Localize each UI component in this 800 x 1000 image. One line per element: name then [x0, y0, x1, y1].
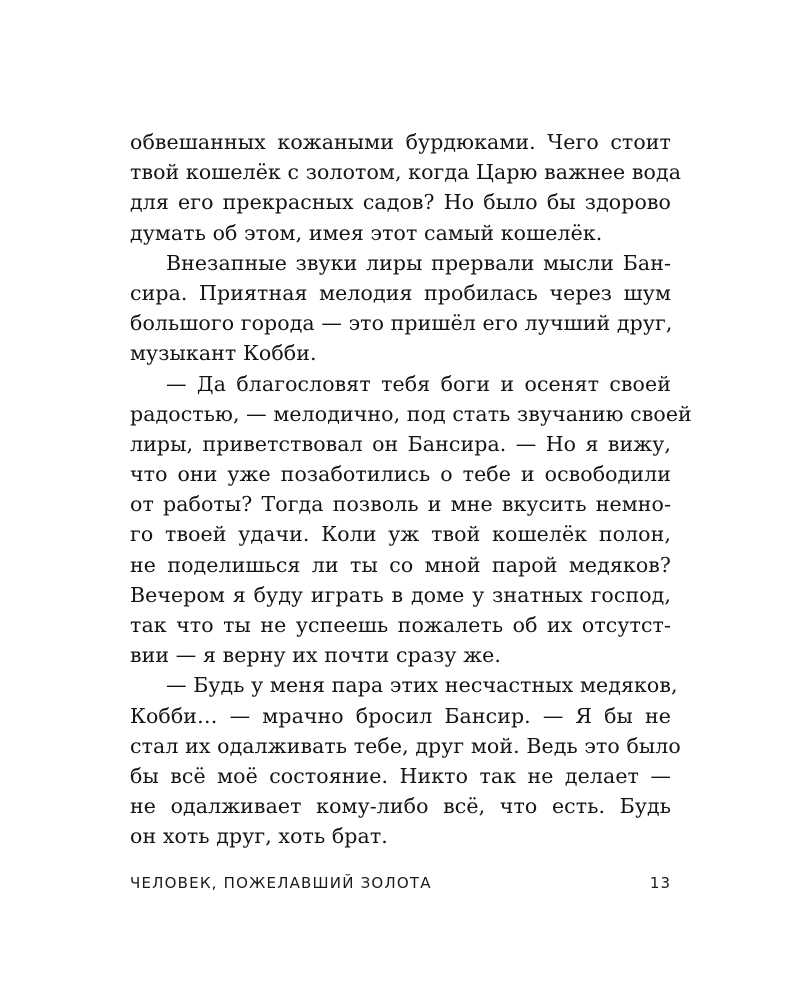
- text-line: — Да благословят тебя боги и осенят своей: [166, 371, 671, 396]
- text-line: го твоей удачи. Коли уж твой кошелёк полон,: [130, 522, 671, 547]
- page-number: 13: [649, 874, 671, 892]
- text-line: обвешанных кожаными бурдюками. Чего стоит: [130, 130, 671, 154]
- running-title: ЧЕЛОВЕК, ПОЖЕЛАВШИЙ ЗОЛОТА: [130, 874, 432, 892]
- text-line: музыкант Кобби.: [130, 341, 317, 366]
- text-line: радостью, — мелодично, под стать звучанию своей: [130, 401, 692, 426]
- text-line: не одалживает кому-либо всё, что есть. Будь: [130, 794, 671, 819]
- text-line: Вечером я буду играть в доме у знатных господ,: [130, 582, 671, 607]
- text-line: от работы? Тогда позволь и мне вкусить немно-: [130, 492, 671, 517]
- text-line: что они уже позаботились о тебе и освободили: [130, 462, 671, 487]
- text-line: сира. Приятная мелодия пробилась через шум: [130, 280, 671, 305]
- text-line: для его прекрасных садов? Но было бы здорово: [130, 190, 671, 215]
- text-line: стал их одалживать тебе, друг мой. Ведь это было: [130, 733, 681, 758]
- text-line: он хоть друг, хоть брат.: [130, 824, 388, 849]
- text-line: большого города — это пришёл его лучший друг,: [130, 311, 673, 336]
- text-line: Кобби… — мрачно бросил Бансир. — Я бы не: [130, 703, 671, 728]
- text-line: вии — я верну их почти сразу же.: [130, 643, 501, 668]
- text-line: лиры, приветствовал он Бансира. — Но я вижу,: [130, 431, 671, 456]
- text-line: твой кошелёк с золотом, когда Царю важнее вода: [130, 160, 682, 185]
- text-line: не поделишься ли ты со мной парой медяков?: [130, 552, 671, 577]
- body-text: [130, 127, 692, 852]
- text-line: бы всё моё состояние. Никто так не делает —: [130, 763, 671, 788]
- text-line: Внезапные звуки лиры прервали мысли Бан-: [166, 250, 671, 275]
- text-line: так что ты не успеешь пожалеть об их отсутст-: [130, 613, 671, 637]
- text-line: — Будь у меня пара этих несчастных медяков,: [166, 673, 678, 698]
- page-footer: [130, 874, 671, 898]
- text-line: думать об этом, имея этот самый кошелёк.: [130, 220, 603, 245]
